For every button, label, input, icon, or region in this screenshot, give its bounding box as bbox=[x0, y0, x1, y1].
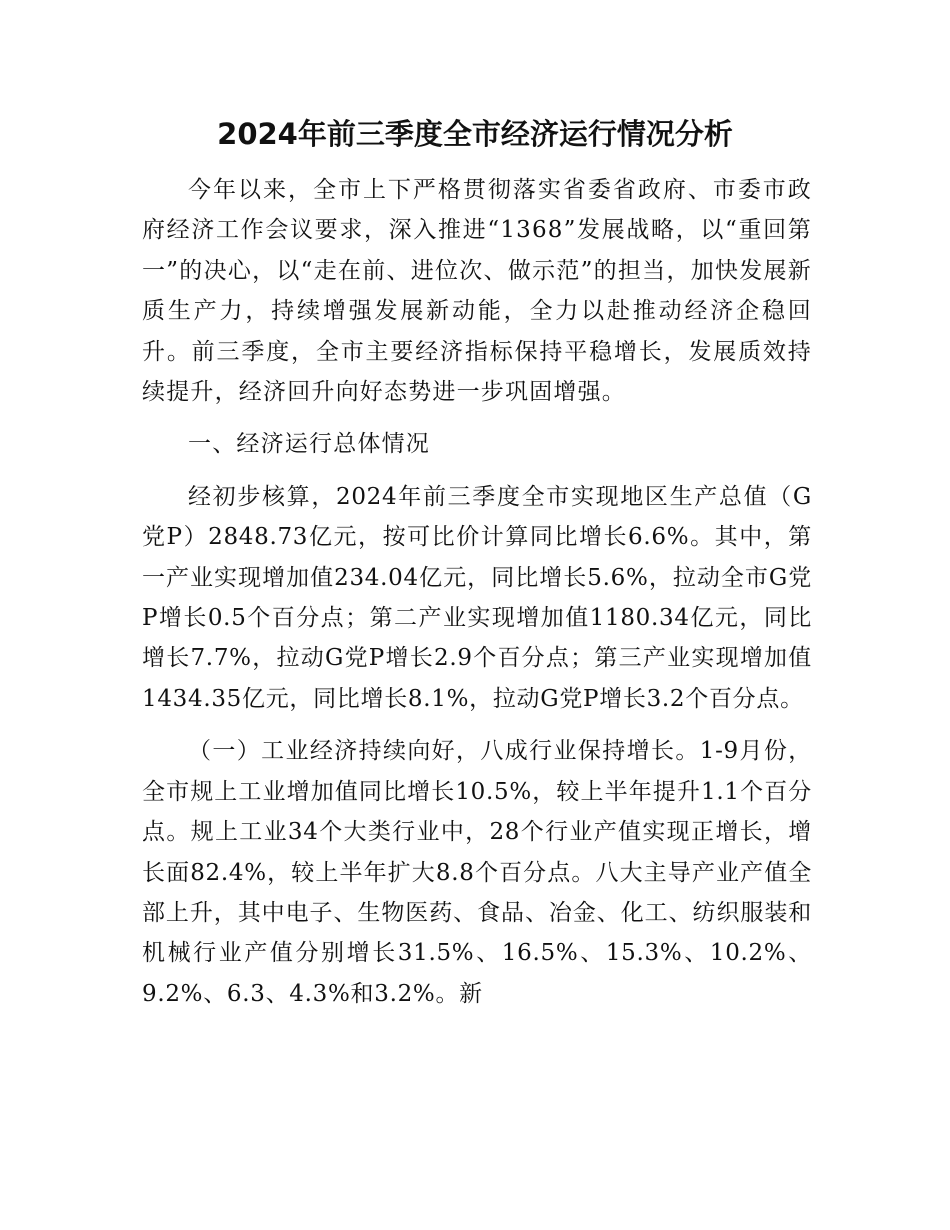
industry-paragraph: （一）工业经济持续向好，八成行业保持增长。1-9月份，全市规上工业增加值同比增长10.5%，较上半年提升1.1个百分点。规上工业34个大类行业中，28个行业产值实现正增长，增长面82.4%，较上半年扩大8.8个百分点。八大主导产业产值全部上升，其中电子、生物医药、食品、冶金、化工、纺织服装和机械行业产值分别增长31.5%、16.5%、15.3%、10.2%、9.2%、6.3、4.3%和3.2%。新 bbox=[142, 738, 812, 1007]
document-title: 2024年前三季度全市经济运行情况分析 bbox=[217, 117, 733, 151]
document-body bbox=[142, 170, 812, 1014]
gdp-paragraph: 经初步核算，2024年前三季度全市实现地区生产总值（G党P）2848.73亿元，按可比价计算同比增长6.6%。其中，第一产业实现增加值234.04亿元，同比增长5.6%，拉动全市G党P增长0.5个百分点；第二产业实现增加值1180.34亿元，同比增长7.7%，拉动G党P增长2.9个百分点；第三产业实现增加值1434.35亿元，同比增长8.1%，拉动G党P增长3.2个百分点。 bbox=[142, 483, 812, 712]
section-heading-overall: 一、经济运行总体情况 bbox=[188, 431, 430, 458]
intro-paragraph: 今年以来，全市上下严格贯彻落实省委省政府、市委市政府经济工作会议要求，深入推进“1368”发展战略，以“重回第一”的决心，以“走在前、进位次、做示范”的担当，加快发展新质生产力，持续增强发展新动能，全力以赴推动经济企稳回升。前三季度，全市主要经济指标保持平稳增长，发展质效持续提升，经济回升向好态势进一步巩固增强。 bbox=[142, 177, 812, 406]
